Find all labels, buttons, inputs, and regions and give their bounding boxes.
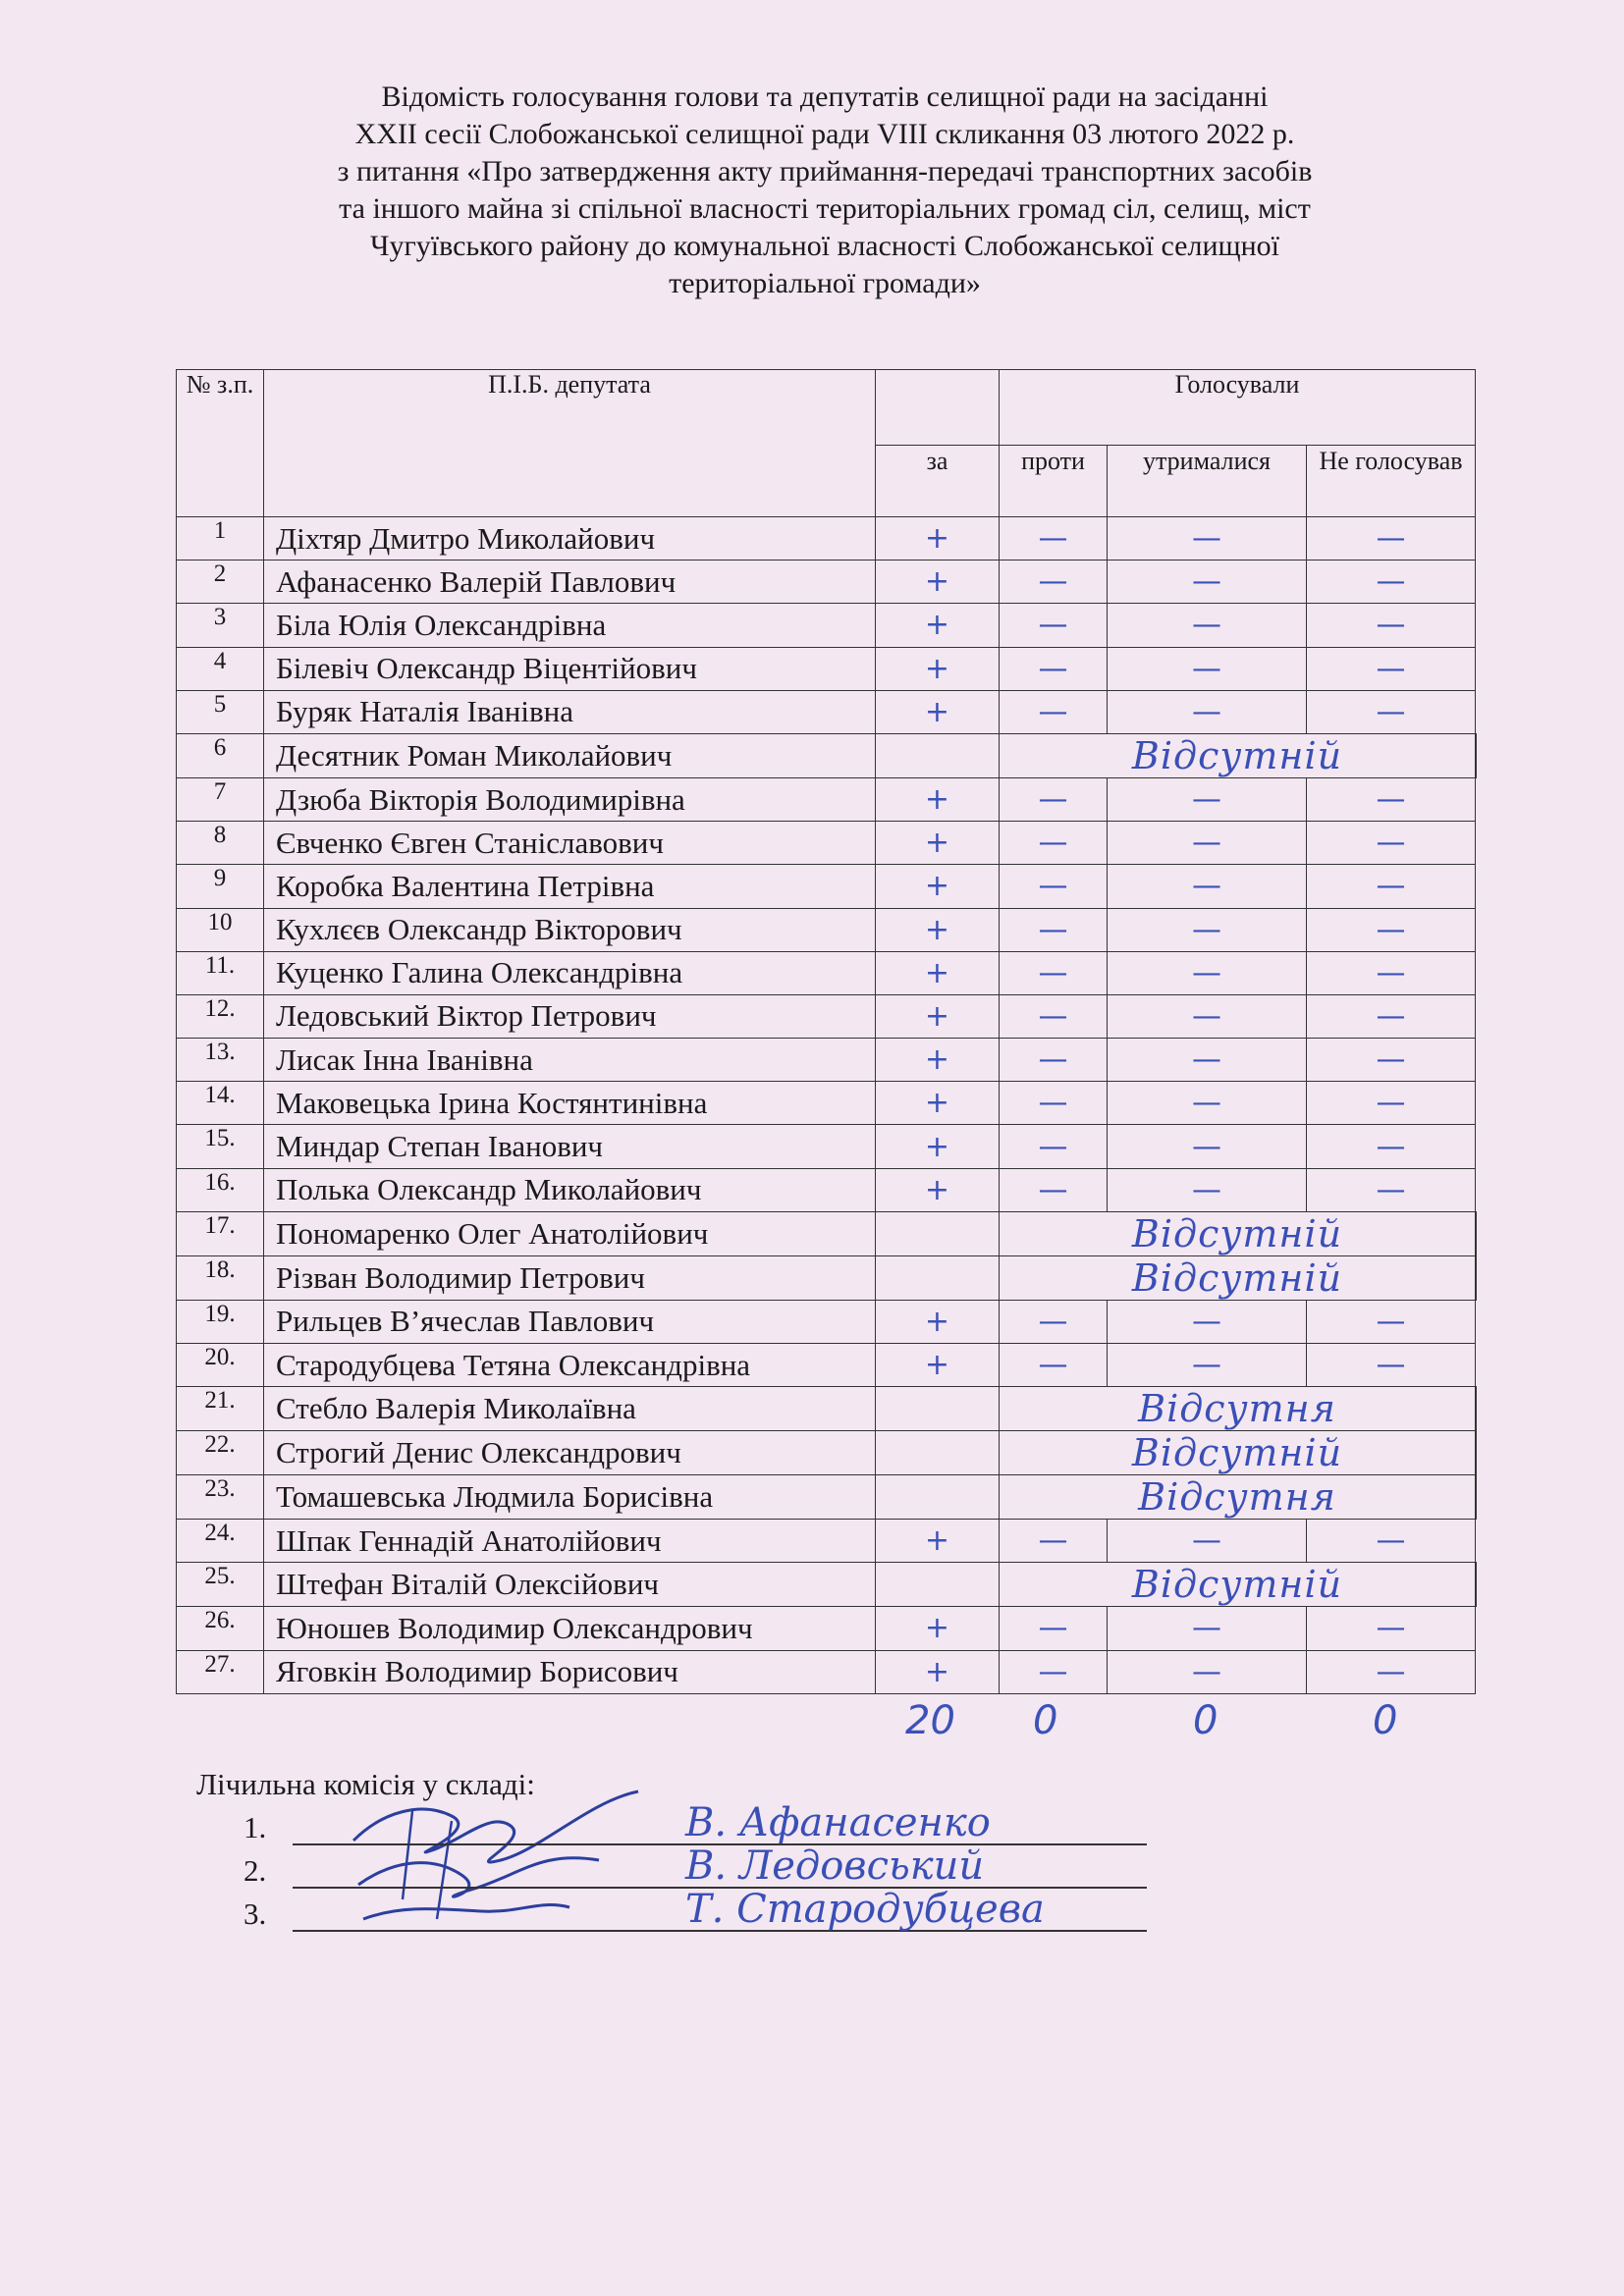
table-row	[177, 777, 1477, 821]
deputy-name: Дзюба Вікторія Володимирівна	[264, 777, 876, 821]
vote-for-mark: +	[876, 1607, 1000, 1650]
vote-not-voted-mark: —	[1307, 1168, 1476, 1211]
table-row	[177, 517, 1477, 561]
vote-for-mark: +	[876, 1082, 1000, 1125]
vote-for-mark: +	[876, 1650, 1000, 1693]
table-row	[177, 1300, 1477, 1343]
vote-abstained-mark: —	[1108, 908, 1307, 951]
vote-abstained-mark: —	[1108, 1607, 1307, 1650]
vote-not-voted-mark: —	[1307, 517, 1476, 561]
deputy-name: Коробка Валентина Петрівна	[264, 865, 876, 908]
member-name: Т. Стародубцева	[685, 1887, 1045, 1932]
table-row	[177, 1607, 1477, 1650]
title-line: Чугуївського району до комунальної власності Слобожанської селищної	[370, 230, 1279, 262]
vote-for-mark: +	[876, 517, 1000, 561]
row-number: 19.	[177, 1300, 264, 1343]
vote-for-mark: +	[876, 1168, 1000, 1211]
vote-against-mark: —	[1000, 777, 1108, 821]
table-row	[177, 604, 1477, 647]
vote-against-mark: —	[1000, 822, 1108, 865]
vote-for-cell	[876, 1387, 1000, 1431]
vote-not-voted-cell	[1476, 1431, 1477, 1475]
vote-abstained-mark: —	[1108, 690, 1307, 733]
vote-not-voted-mark: —	[1307, 1300, 1476, 1343]
vote-against-mark: —	[1000, 1168, 1108, 1211]
vote-not-voted-mark: —	[1307, 1039, 1476, 1082]
vote-for-cell	[876, 1255, 1000, 1300]
table-row	[177, 690, 1477, 733]
table-row	[177, 1563, 1477, 1607]
vote-for-cell	[876, 1475, 1000, 1520]
row-number: 6	[177, 733, 264, 777]
vote-against-mark: —	[1000, 561, 1108, 604]
total-not-voted: 0	[1373, 1698, 1398, 1743]
vote-not-voted-mark: —	[1307, 1650, 1476, 1693]
document-title	[147, 79, 1502, 302]
vote-against-mark: —	[1000, 604, 1108, 647]
table-row	[177, 1125, 1477, 1168]
vote-abstained-mark: —	[1108, 561, 1307, 604]
table-row	[177, 1475, 1477, 1520]
vote-against-mark: —	[1000, 1650, 1108, 1693]
deputy-name: Різван Володимир Петрович	[264, 1255, 876, 1300]
header-number: № з.п.	[177, 370, 264, 517]
vote-for-mark: +	[876, 647, 1000, 690]
row-number: 23.	[177, 1475, 264, 1520]
vote-against-mark: —	[1000, 865, 1108, 908]
table-row	[177, 951, 1477, 994]
row-number: 18.	[177, 1255, 264, 1300]
deputy-name: Афанасенко Валерій Павлович	[264, 561, 876, 604]
row-number: 4	[177, 647, 264, 690]
vote-for-mark: +	[876, 908, 1000, 951]
vote-for-cell	[876, 733, 1000, 777]
row-number: 24.	[177, 1520, 264, 1563]
vote-for-mark: +	[876, 604, 1000, 647]
deputy-name: Білевіч Олександр Віцентійович	[264, 647, 876, 690]
table-row	[177, 822, 1477, 865]
vote-for-mark: +	[876, 1039, 1000, 1082]
vote-for-mark: +	[876, 865, 1000, 908]
vote-not-voted-mark: —	[1307, 690, 1476, 733]
row-number: 15.	[177, 1125, 264, 1168]
absent-note: Відсутній	[1000, 733, 1476, 777]
row-number: 17.	[177, 1211, 264, 1255]
vote-abstained-mark: —	[1108, 777, 1307, 821]
table-row	[177, 994, 1477, 1038]
commission-label: Лічильна комісія у складі:	[196, 1767, 535, 1801]
header-voted: Голосували	[1000, 370, 1476, 446]
vote-not-voted-mark: —	[1307, 1125, 1476, 1168]
table-row	[177, 1255, 1477, 1300]
deputy-name: Стебло Валерія Миколаївна	[264, 1387, 876, 1431]
vote-not-voted-cell	[1476, 1475, 1477, 1520]
row-number: 1	[177, 517, 264, 561]
row-number: 2	[177, 561, 264, 604]
vote-not-voted-mark: —	[1307, 865, 1476, 908]
vote-abstained-mark: —	[1108, 822, 1307, 865]
vote-against-mark: —	[1000, 1039, 1108, 1082]
table-row	[177, 733, 1477, 777]
table-row	[177, 647, 1477, 690]
table-row	[177, 1168, 1477, 1211]
vote-not-voted-mark: —	[1307, 994, 1476, 1038]
deputy-name: Томашевська Людмила Борисівна	[264, 1475, 876, 1520]
table-row	[177, 908, 1477, 951]
deputy-name: Біла Юлія Олександрівна	[264, 604, 876, 647]
title-line: з питання «Про затвердження акту приймання-передачі транспортних засобів	[337, 155, 1313, 187]
deputy-name: Строгий Денис Олександрович	[264, 1431, 876, 1475]
vote-against-mark: —	[1000, 1344, 1108, 1387]
row-number: 14.	[177, 1082, 264, 1125]
deputy-name: Лисак Інна Іванівна	[264, 1039, 876, 1082]
header-abstained: утрималися	[1108, 446, 1307, 517]
deputy-name: Юношев Володимир Олександрович	[264, 1607, 876, 1650]
deputy-name: Діхтяр Дмитро Миколайович	[264, 517, 876, 561]
deputy-name: Штефан Віталій Олексійович	[264, 1563, 876, 1607]
vote-not-voted-cell	[1476, 733, 1477, 777]
deputy-name: Рильцев В’ячеслав Павлович	[264, 1300, 876, 1343]
deputy-name: Кухлєєв Олександр Вікторович	[264, 908, 876, 951]
vote-abstained-mark: —	[1108, 1520, 1307, 1563]
commission-members	[244, 1800, 1147, 1936]
deputy-name: Шпак Геннадій Анатолійович	[264, 1520, 876, 1563]
vote-not-voted-mark: —	[1307, 1082, 1476, 1125]
commission-member: 2. В. Ледовський	[244, 1849, 1147, 1893]
row-number: 26.	[177, 1607, 264, 1650]
vote-for-mark: +	[876, 777, 1000, 821]
title-line: XXII сесії Слобожанської селищної ради VIII скликання 03 лютого 2022 р.	[354, 118, 1295, 150]
vote-for-mark: +	[876, 1125, 1000, 1168]
member-name: В. Афанасенко	[685, 1800, 991, 1845]
vote-against-mark: —	[1000, 908, 1108, 951]
vote-not-voted-mark: —	[1307, 951, 1476, 994]
row-number: 3	[177, 604, 264, 647]
vote-for-mark: +	[876, 561, 1000, 604]
vote-for-mark: +	[876, 1520, 1000, 1563]
deputy-name: Миндар Степан Іванович	[264, 1125, 876, 1168]
total-abstained: 0	[1193, 1698, 1218, 1743]
vote-not-voted-mark: —	[1307, 561, 1476, 604]
vote-for-mark: +	[876, 951, 1000, 994]
vote-not-voted-mark: —	[1307, 777, 1476, 821]
row-number: 5	[177, 690, 264, 733]
vote-for-mark: +	[876, 690, 1000, 733]
deputy-name: Маковецька Ірина Костянтинівна	[264, 1082, 876, 1125]
table-row	[177, 865, 1477, 908]
row-number: 22.	[177, 1431, 264, 1475]
vote-for-cell	[876, 1563, 1000, 1607]
vote-abstained-mark: —	[1108, 604, 1307, 647]
vote-for-mark: +	[876, 822, 1000, 865]
deputy-name: Буряк Наталія Іванівна	[264, 690, 876, 733]
vote-abstained-mark: —	[1108, 1650, 1307, 1693]
vote-not-voted-mark: —	[1307, 647, 1476, 690]
header-against: проти	[1000, 446, 1108, 517]
row-number: 13.	[177, 1039, 264, 1082]
vote-abstained-mark: —	[1108, 647, 1307, 690]
vote-against-mark: —	[1000, 1300, 1108, 1343]
vote-for-cell	[876, 1431, 1000, 1475]
commission-member: 1. В. Афанасенко	[244, 1806, 1147, 1849]
vote-abstained-mark: —	[1108, 1300, 1307, 1343]
vote-not-voted-mark: —	[1307, 1520, 1476, 1563]
total-against: 0	[1033, 1698, 1058, 1743]
vote-against-mark: —	[1000, 1082, 1108, 1125]
title-line: та іншого майна зі спільної власності територіальних громад сіл, селищ, міст	[339, 192, 1311, 225]
vote-abstained-mark: —	[1108, 1039, 1307, 1082]
vote-against-mark: —	[1000, 1520, 1108, 1563]
vote-abstained-mark: —	[1108, 517, 1307, 561]
deputy-name: Пономаренко Олег Анатолійович	[264, 1211, 876, 1255]
row-number: 7	[177, 777, 264, 821]
table-row	[177, 1387, 1477, 1431]
vote-not-voted-cell	[1476, 1387, 1477, 1431]
vote-for-mark: +	[876, 1300, 1000, 1343]
table-row	[177, 1039, 1477, 1082]
vote-abstained-mark: —	[1108, 1168, 1307, 1211]
vote-not-voted-mark: —	[1307, 604, 1476, 647]
row-number: 27.	[177, 1650, 264, 1693]
table-row	[177, 1082, 1477, 1125]
header-for: за	[876, 446, 1000, 517]
vote-not-voted-mark: —	[1307, 1607, 1476, 1650]
row-number: 8	[177, 822, 264, 865]
deputy-name: Євченко Євген Станіславович	[264, 822, 876, 865]
absent-note: Відсутній	[1000, 1211, 1476, 1255]
absent-note: Відсутня	[1000, 1475, 1476, 1520]
table-row	[177, 1344, 1477, 1387]
vote-against-mark: —	[1000, 690, 1108, 733]
table-row	[177, 1431, 1477, 1475]
header-deputy-name: П.І.Б. депутата	[264, 370, 876, 517]
vote-against-mark: —	[1000, 517, 1108, 561]
vote-not-voted-mark: —	[1307, 1344, 1476, 1387]
vote-abstained-mark: —	[1108, 1344, 1307, 1387]
vote-against-mark: —	[1000, 1125, 1108, 1168]
vote-not-voted-mark: —	[1307, 822, 1476, 865]
vote-abstained-mark: —	[1108, 951, 1307, 994]
vote-abstained-mark: —	[1108, 1125, 1307, 1168]
deputy-name: Яговкін Володимир Борисович	[264, 1650, 876, 1693]
row-number: 10	[177, 908, 264, 951]
title-line: територіальної громади»	[669, 267, 981, 299]
row-number: 25.	[177, 1563, 264, 1607]
header-not-voted: Не голосував	[1307, 446, 1476, 517]
member-name: В. Ледовський	[685, 1843, 985, 1889]
table-row	[177, 1211, 1477, 1255]
vote-not-voted-cell	[1476, 1563, 1477, 1607]
vote-against-mark: —	[1000, 994, 1108, 1038]
vote-for-mark: +	[876, 1344, 1000, 1387]
row-number: 12.	[177, 994, 264, 1038]
title-line: Відомість голосування голови та депутатів селищної ради на засіданні	[381, 80, 1269, 113]
row-number: 16.	[177, 1168, 264, 1211]
deputy-name: Ледовський Віктор Петрович	[264, 994, 876, 1038]
vote-abstained-mark: —	[1108, 1082, 1307, 1125]
row-number: 9	[177, 865, 264, 908]
deputy-name: Десятник Роман Миколайович	[264, 733, 876, 777]
vote-against-mark: —	[1000, 647, 1108, 690]
vote-against-mark: —	[1000, 1607, 1108, 1650]
total-for: 20	[905, 1698, 955, 1743]
deputy-name: Полька Олександр Миколайович	[264, 1168, 876, 1211]
voting-table	[176, 369, 1477, 1694]
vote-against-mark: —	[1000, 951, 1108, 994]
vote-for-mark: +	[876, 994, 1000, 1038]
table-body	[177, 517, 1477, 1694]
deputy-name: Куценко Галина Олександрівна	[264, 951, 876, 994]
table-row	[177, 1520, 1477, 1563]
absent-note: Відсутній	[1000, 1255, 1476, 1300]
table-row	[177, 1650, 1477, 1693]
vote-abstained-mark: —	[1108, 865, 1307, 908]
commission-member: 3. Т. Стародубцева	[244, 1893, 1147, 1936]
deputy-name: Стародубцева Тетяна Олександрівна	[264, 1344, 876, 1387]
header-blank	[876, 370, 1000, 446]
vote-not-voted-cell	[1476, 1211, 1477, 1255]
totals-row	[0, 1698, 1624, 1757]
row-number: 20.	[177, 1344, 264, 1387]
row-number: 21.	[177, 1387, 264, 1431]
table-row	[177, 561, 1477, 604]
vote-not-voted-mark: —	[1307, 908, 1476, 951]
vote-for-cell	[876, 1211, 1000, 1255]
absent-note: Відсутній	[1000, 1563, 1476, 1607]
vote-not-voted-cell	[1476, 1255, 1477, 1300]
absent-note: Відсутня	[1000, 1387, 1476, 1431]
absent-note: Відсутній	[1000, 1431, 1476, 1475]
vote-abstained-mark: —	[1108, 994, 1307, 1038]
row-number: 11.	[177, 951, 264, 994]
